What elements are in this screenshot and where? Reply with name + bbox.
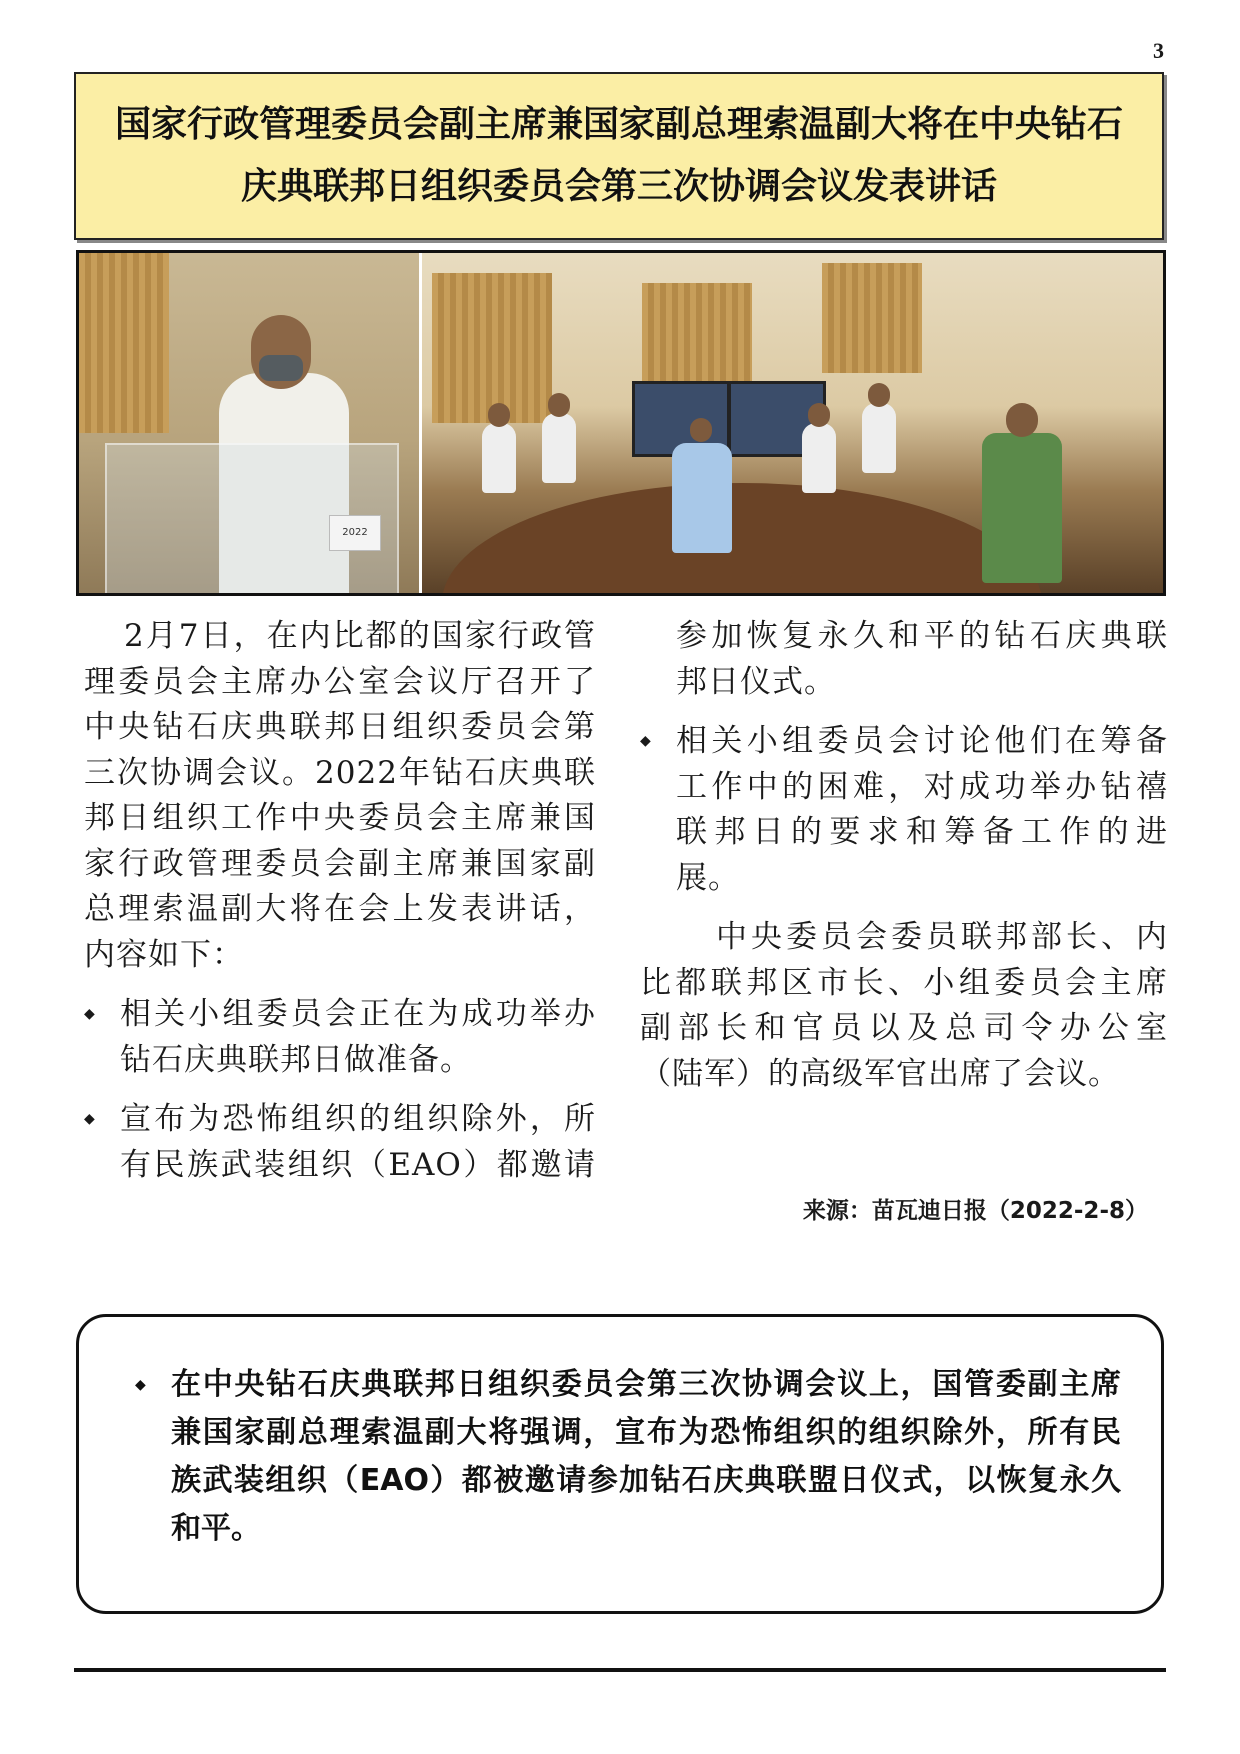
article-title-box — [74, 72, 1164, 240]
text-line: 展。 — [676, 859, 740, 896]
bullet-item-eao-invitation-continued — [640, 614, 1168, 705]
text-line: 相关小组委员会讨论他们在筹备 — [676, 723, 1168, 759]
text-line: 相关小组委员会正在为成功举办 — [120, 996, 596, 1032]
text-line: 总理索温副大将在会上发表讲话， — [84, 891, 596, 927]
diamond-bullet-icon — [640, 719, 652, 765]
face-mask — [259, 355, 303, 381]
attendee — [802, 423, 836, 493]
curtain-decoration — [79, 253, 169, 433]
speaker-photo — [79, 253, 422, 593]
podium-nameplate — [329, 515, 381, 551]
attendee — [542, 413, 576, 483]
text-line: 理委员会主席办公室会议厅召开了 — [84, 663, 596, 700]
attendees-paragraph — [640, 915, 1168, 1097]
text-line: （陆军）的高级军官出席了会议。 — [640, 1055, 1120, 1092]
diamond-bullet-icon — [84, 992, 96, 1038]
summary-line: 和平。 — [171, 1511, 261, 1546]
text-line: 工作中的困难，对成功举办钻禧 — [676, 768, 1168, 805]
attendee-head — [488, 403, 510, 427]
attendee-head — [1006, 403, 1038, 437]
article-title-line-1: 国家行政管理委员会副主席兼国家副总理索温副大将在中央钻石 — [114, 104, 1123, 145]
article-title-line-2: 庆典联邦日组织委员会第三次协调会议发表讲话 — [240, 166, 997, 207]
summary-line: 在中央钻石庆典联邦日组织委员会第三次协调会议上，国管委副主席 — [171, 1367, 1121, 1402]
text-line: 副部长和官员以及总司令办公室 — [640, 1010, 1168, 1046]
diamond-bullet-icon — [84, 1097, 96, 1143]
attendee-head — [690, 418, 712, 442]
intro-paragraph — [84, 614, 596, 978]
text-line: 钻石庆典联邦日做准备。 — [120, 1041, 472, 1078]
text-line: 2月7日，在内比都的国家行政管 — [124, 618, 596, 654]
source-citation: 来源：苗瓦迪日报（2022-2-8） — [802, 1198, 1148, 1224]
attendee-head — [868, 383, 890, 407]
text-line: 联邦日的要求和筹备工作的进 — [676, 814, 1168, 850]
text-line: 中央钻石庆典联邦日组织委员会第 — [84, 709, 596, 745]
text-line: 家行政管理委员会副主席兼国家副 — [84, 845, 596, 882]
attendee — [482, 423, 516, 493]
attendee — [862, 403, 896, 473]
summary-line: 族武装组织（EAO）都被邀请参加钻石庆典联盟日仪式，以恢复永久 — [171, 1463, 1121, 1498]
summary-bullet — [135, 1361, 1121, 1553]
attendee — [982, 433, 1062, 583]
page-number: 3 — [1153, 38, 1164, 63]
text-line: 比都联邦区市长、小组委员会主席 — [640, 964, 1168, 1001]
text-line: 参加恢复永久和平的钻石庆典联 — [676, 618, 1168, 654]
bullet-item-eao-invitation — [84, 1097, 596, 1188]
text-line: 邦日组织工作中央委员会主席兼国 — [84, 800, 596, 836]
conference-table — [442, 483, 1042, 593]
diamond-bullet-icon — [135, 1361, 146, 1409]
article-left-column — [84, 614, 596, 1188]
text-line: 内容如下： — [84, 936, 244, 973]
summary-box — [76, 1314, 1164, 1614]
curtain-decoration — [432, 273, 552, 423]
article-right-column — [640, 614, 1168, 1097]
bullet-item-preparation — [84, 992, 596, 1083]
text-line: 邦日仪式。 — [676, 663, 836, 700]
footer-rule — [74, 1668, 1166, 1672]
text-line: 中央委员会委员联邦部长、内 — [716, 919, 1168, 955]
attendee-head — [548, 393, 570, 417]
bullet-item-difficulties — [640, 719, 1168, 901]
attendee — [672, 443, 732, 553]
attendee-head — [808, 403, 830, 427]
meeting-room-photo — [422, 253, 1163, 593]
meeting-photo-frame — [76, 250, 1166, 596]
nameplate-text: 2022 — [342, 527, 368, 538]
text-line: 有民族武装组织（EAO）都邀请 — [120, 1146, 596, 1183]
curtain-decoration — [822, 263, 922, 373]
summary-line: 兼国家副总理索温副大将强调，宣布为恐怖组织的组织除外，所有民 — [171, 1415, 1121, 1450]
text-line: 宣布为恐怖组织的组织除外，所 — [120, 1101, 596, 1137]
text-line: 三次协调会议。2022年钻石庆典联 — [84, 754, 596, 791]
